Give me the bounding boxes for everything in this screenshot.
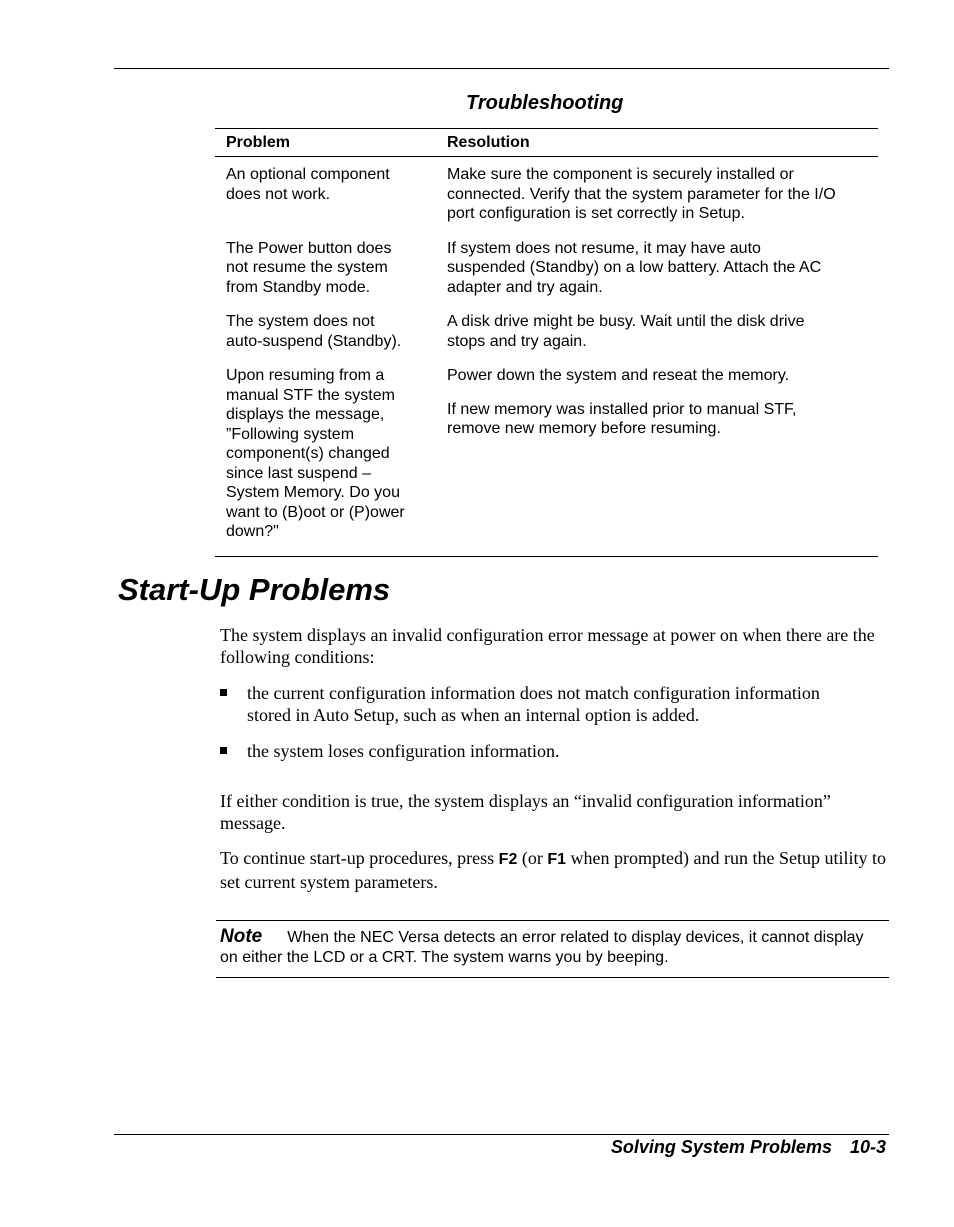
column-header-problem: Problem bbox=[226, 133, 291, 151]
list-item-text: the system loses configuration information. bbox=[247, 741, 560, 761]
table-row bbox=[215, 312, 878, 351]
table-row bbox=[215, 366, 878, 542]
resolution-text: If system does not resume, it may have auto suspended (Standby) on a low battery. Attach the AC adapter and try again. bbox=[447, 239, 822, 296]
problem-text: The Power button does not resume the system from Standby mode. bbox=[226, 239, 392, 296]
problem-cell bbox=[215, 312, 436, 351]
note-text: When the NEC Versa detects an error related to display devices, it cannot display on either the LCD or a CRT. The system warns you by beeping. bbox=[220, 929, 864, 966]
troubleshooting-table bbox=[215, 128, 878, 557]
resolution-text: If new memory was installed prior to manual STF, remove new memory before resuming. bbox=[447, 400, 797, 437]
note-label: Note bbox=[220, 926, 263, 947]
continue-text-middle: (or bbox=[517, 848, 548, 868]
continue-text-before: To continue start-up procedures, press bbox=[220, 848, 499, 868]
problem-text: The system does not auto-suspend (Standby). bbox=[226, 313, 402, 350]
list-item-text: the current configuration information does not match configuration information stored in Auto Setup, such as when an internal option is added. bbox=[247, 683, 820, 725]
footer-rule bbox=[114, 1134, 889, 1135]
list-item bbox=[220, 682, 860, 726]
table-caption: Troubleshooting bbox=[466, 92, 624, 114]
either-condition-paragraph: If either condition is true, the system displays an “invalid configuration information” message. bbox=[220, 791, 831, 833]
square-bullet-icon bbox=[220, 689, 227, 696]
intro-paragraph: The system displays an invalid configuration error message at power on when there are the following conditions: bbox=[220, 625, 875, 667]
resolution-cell bbox=[436, 239, 878, 298]
problem-cell bbox=[215, 239, 436, 298]
problem-cell bbox=[215, 165, 436, 224]
resolution-text: Make sure the component is securely installed or connected. Verify that the system parameter for the I/O port configuration is set correctly in Setup. bbox=[447, 166, 836, 222]
header-rule bbox=[114, 68, 889, 69]
table-row bbox=[215, 239, 878, 298]
footer-title: Solving System Problems bbox=[610, 1137, 832, 1157]
continue-text-after: when prompted) and run the Setup utility to set current system parameters. bbox=[220, 848, 886, 892]
table-header-row bbox=[215, 129, 878, 157]
list-item bbox=[220, 740, 860, 762]
page-number: 10-3 bbox=[849, 1137, 886, 1157]
resolution-text: A disk drive might be busy. Wait until the disk drive stops and try again. bbox=[447, 313, 805, 350]
page-footer bbox=[611, 1137, 886, 1158]
problem-text: Upon resuming from a manual STF the system displays the message, ”Following system component(s) changed since last suspend – System Memory. Do you want to (B)oot or (P)ower down?" bbox=[226, 367, 405, 540]
key-f1: F1 bbox=[547, 851, 567, 868]
resolution-cell bbox=[436, 165, 878, 224]
key-f2: F2 bbox=[498, 851, 518, 868]
note-box bbox=[216, 920, 889, 978]
problem-text: An optional component does not work. bbox=[226, 166, 390, 203]
table-row bbox=[215, 165, 878, 224]
square-bullet-icon bbox=[220, 747, 227, 754]
resolution-cell bbox=[436, 312, 878, 351]
section-heading: Start-Up Problems bbox=[118, 572, 391, 607]
conditions-list bbox=[220, 682, 860, 762]
resolution-text: Power down the system and reseat the memory. bbox=[447, 367, 790, 384]
resolution-cell bbox=[436, 366, 878, 542]
continue-paragraph bbox=[220, 847, 888, 893]
column-header-resolution: Resolution bbox=[447, 133, 530, 151]
problem-cell bbox=[215, 366, 436, 542]
table-body bbox=[215, 157, 878, 556]
